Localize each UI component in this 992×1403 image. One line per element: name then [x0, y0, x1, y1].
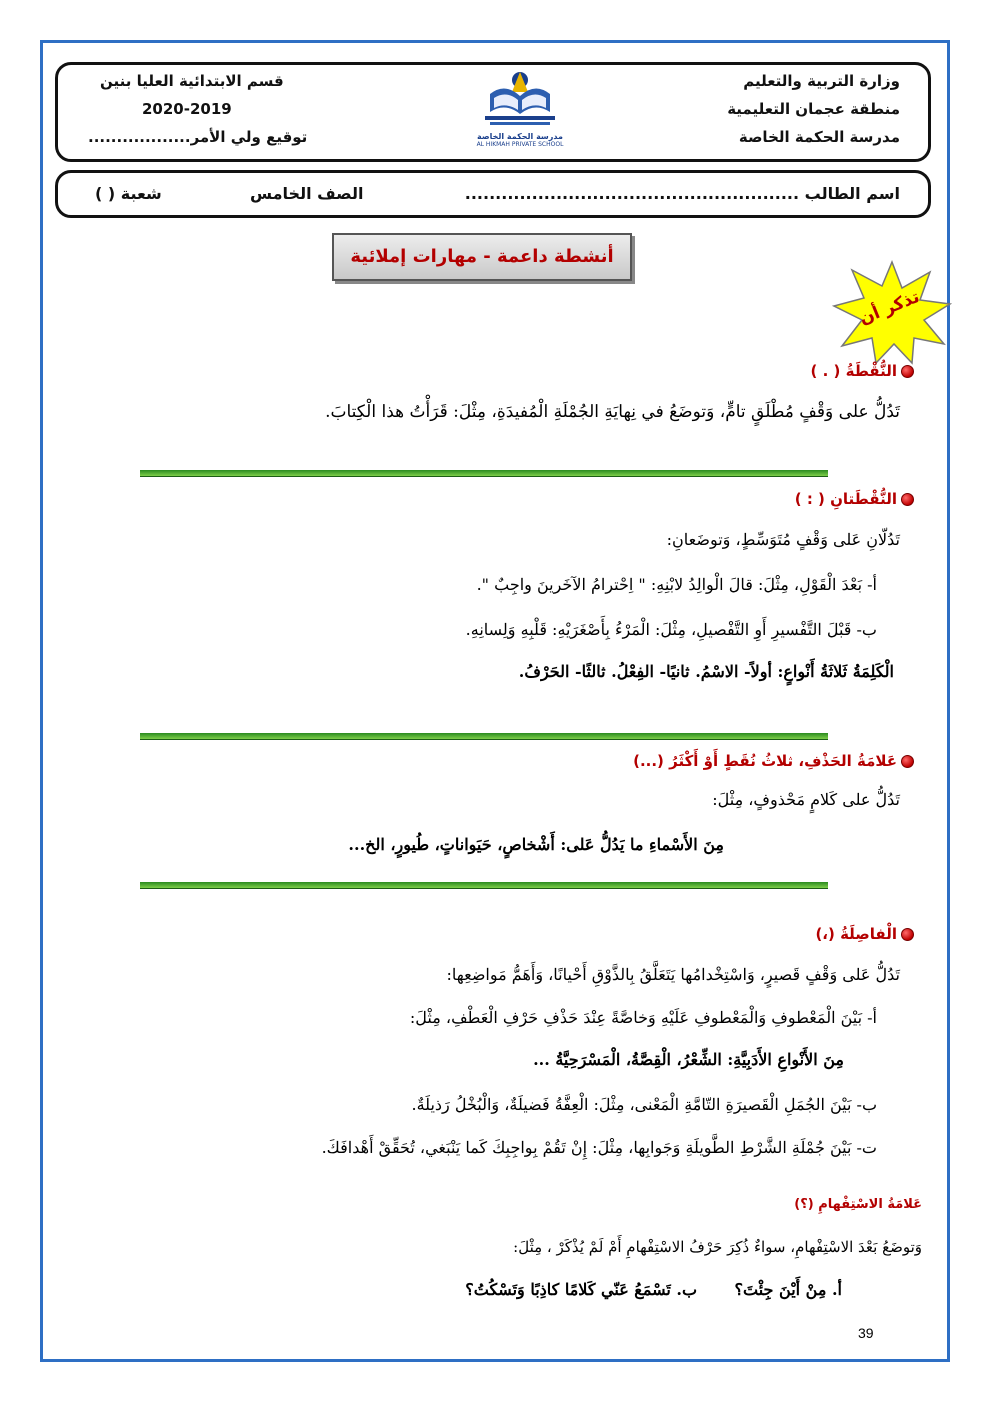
divider — [140, 733, 828, 740]
ministry-name: وزارة التربية والتعليم — [743, 72, 900, 90]
school-logo — [460, 70, 580, 150]
comma-heading-text: الْفاصِلَةُ (،) — [815, 925, 897, 943]
comma-item-c: ت- بَيْنَ جُمْلَةِ الشَّرْطِ الطَّويلَةِ وَجَوابِها، مِثْلَ: إِنْ تَقُمْ بِواجِبِكَ كَما يَنْبَغي، تُحَقِّقْ أَهْدافَكَ. — [321, 1138, 877, 1157]
bullet-icon — [901, 755, 914, 768]
ellipsis-heading — [633, 752, 914, 770]
grade-label: الصف الخامس — [250, 184, 364, 203]
comma-item-b: ب- بَيْنَ الجُمَلِ الْقَصيرَةِ التّامَّةِ الْمَعْنى، مِثْلَ: الْعِفَّةُ فَضيلَةٌ، وَالْبُخْلُ رَذيلَةٌ. — [411, 1095, 877, 1114]
department-name: قسم الابتدائية العليا بنين — [100, 72, 284, 90]
ellipsis-example: مِنَ الأَسْماءِ ما يَدُلُّ عَلى: أَشْخاصٍ، حَيَواناتٍ، طُيورٍ، الخ... — [348, 835, 724, 854]
bullet-icon — [901, 365, 914, 378]
worksheet-title: أنشطة داعمة - مهارات إملائية — [332, 233, 632, 281]
remember-label: تذكر أن — [856, 286, 923, 330]
logo-text-ar: مدرسة الحكمة الخاصة — [477, 132, 563, 141]
page-number: 39 — [858, 1325, 874, 1341]
section-field: شعبة ( ) — [95, 184, 162, 203]
colon-example: الْكَلِمَةُ ثَلاثَةُ أَنْواعٍ: أولاً- الاسْمُ. ثانيًا- الفِعْلُ. ثالثًا- الحَرْفُ. — [518, 662, 894, 681]
period-heading-text: النُّقْطَةُ ( . ) — [810, 362, 897, 380]
period-heading — [811, 362, 914, 380]
period-text: تَدُلُّ على وَقْفٍ مُطْلَقٍ تامٍّ، وَتوضَعُ في نِهايَةِ الجُمْلَةِ الْمُفيدَةِ، مِثْلَ: قَرَأْتُ هذا الْكِتابَ. — [325, 402, 900, 422]
question-example-a: أ. مِنْ أَيْنَ جِئْتَ؟ — [734, 1280, 842, 1299]
bullet-icon — [901, 928, 914, 941]
colon-item-b: ب- قَبْلَ التَّفْسيرِ أَوِ التَّفْصيلِ، مِثْلَ: الْمَرْءُ بِأَصْغَرَيْهِ: قَلْبِهِ وَلِسانِهِ. — [465, 620, 877, 639]
school-year: 2020-2019 — [142, 100, 232, 118]
divider — [140, 470, 828, 477]
comma-item-a: أ- بَيْنَ الْمَعْطوفِ وَالْمَعْطوفِ عَلَيْهِ وَخاصَّةً عِنْدَ حَذْفِ حَرْفِ الْعَطْفِ، مِثْلَ: — [409, 1008, 877, 1027]
ellipsis-intro: تَدُلُّ على كَلامٍ مَحْذوفٍ، مِثْلَ: — [712, 790, 900, 809]
bullet-icon — [901, 493, 914, 506]
school-name: مدرسة الحكمة الخاصة — [738, 128, 900, 146]
parent-signature: توقيع ولي الأمر.................. — [88, 128, 308, 146]
question-heading: عَلامَةُ الاسْتِفْهامِ (؟) — [794, 1197, 922, 1212]
colon-heading-text: النُّقْطَتانِ ( : ) — [794, 490, 897, 508]
colon-heading — [795, 490, 914, 508]
ellipsis-heading-text: عَلامَةُ الحَذْفِ، ثلاثُ نُقَطٍ أَوْ أَكْثَرُ (...) — [633, 752, 897, 770]
colon-intro: تَدُلّانِ عَلى وَقْفٍ مُتَوَسِّطٍ، وَتوضَعانِ: — [666, 530, 900, 549]
question-example-b: ب. تَسْمَعُ عَنّي كَلامًا كاذِبًا وَتَسْكُتُ؟ — [465, 1280, 697, 1299]
colon-item-a: أ- بَعْدَ الْقَوْلِ، مِثْلَ: قالَ الْوالِدُ لابْنِهِ: " اِحْترامُ الآخَرينَ واجِبٌ ". — [476, 575, 877, 594]
divider — [140, 882, 828, 889]
question-intro: وَتوضَعُ بَعْدَ الاسْتِفْهامِ، سواءٌ ذُكِرَ حَرْفُ الاسْتِفْهامِ أَمْ لَمْ يُذْكَرْ ، مِثْلَ: — [513, 1238, 922, 1256]
logo-emblem-icon — [460, 70, 580, 128]
zone-name: منطقة عجمان التعليمية — [727, 100, 900, 118]
logo-text-en: AL HIKMAH PRIVATE SCHOOL — [476, 141, 564, 148]
comma-item-a-example: مِنَ الأَنْواعِ الأَدَبِيَّةِ: الشِّعْرُ، الْقِصَّةُ، الْمَسْرَحِيَّةُ ... — [533, 1050, 844, 1069]
comma-intro: تَدُلُّ عَلى وَقْفٍ قَصيرٍ، وَاسْتِخْدامُها يَتَعَلَّقُ بِالذَّوْقِ أَحْيانًا، وَأَهَمُّ مَواضِعِها: — [446, 965, 900, 984]
comma-heading — [815, 925, 914, 943]
student-name-field: اسم الطالب ....................................................... — [464, 184, 900, 203]
